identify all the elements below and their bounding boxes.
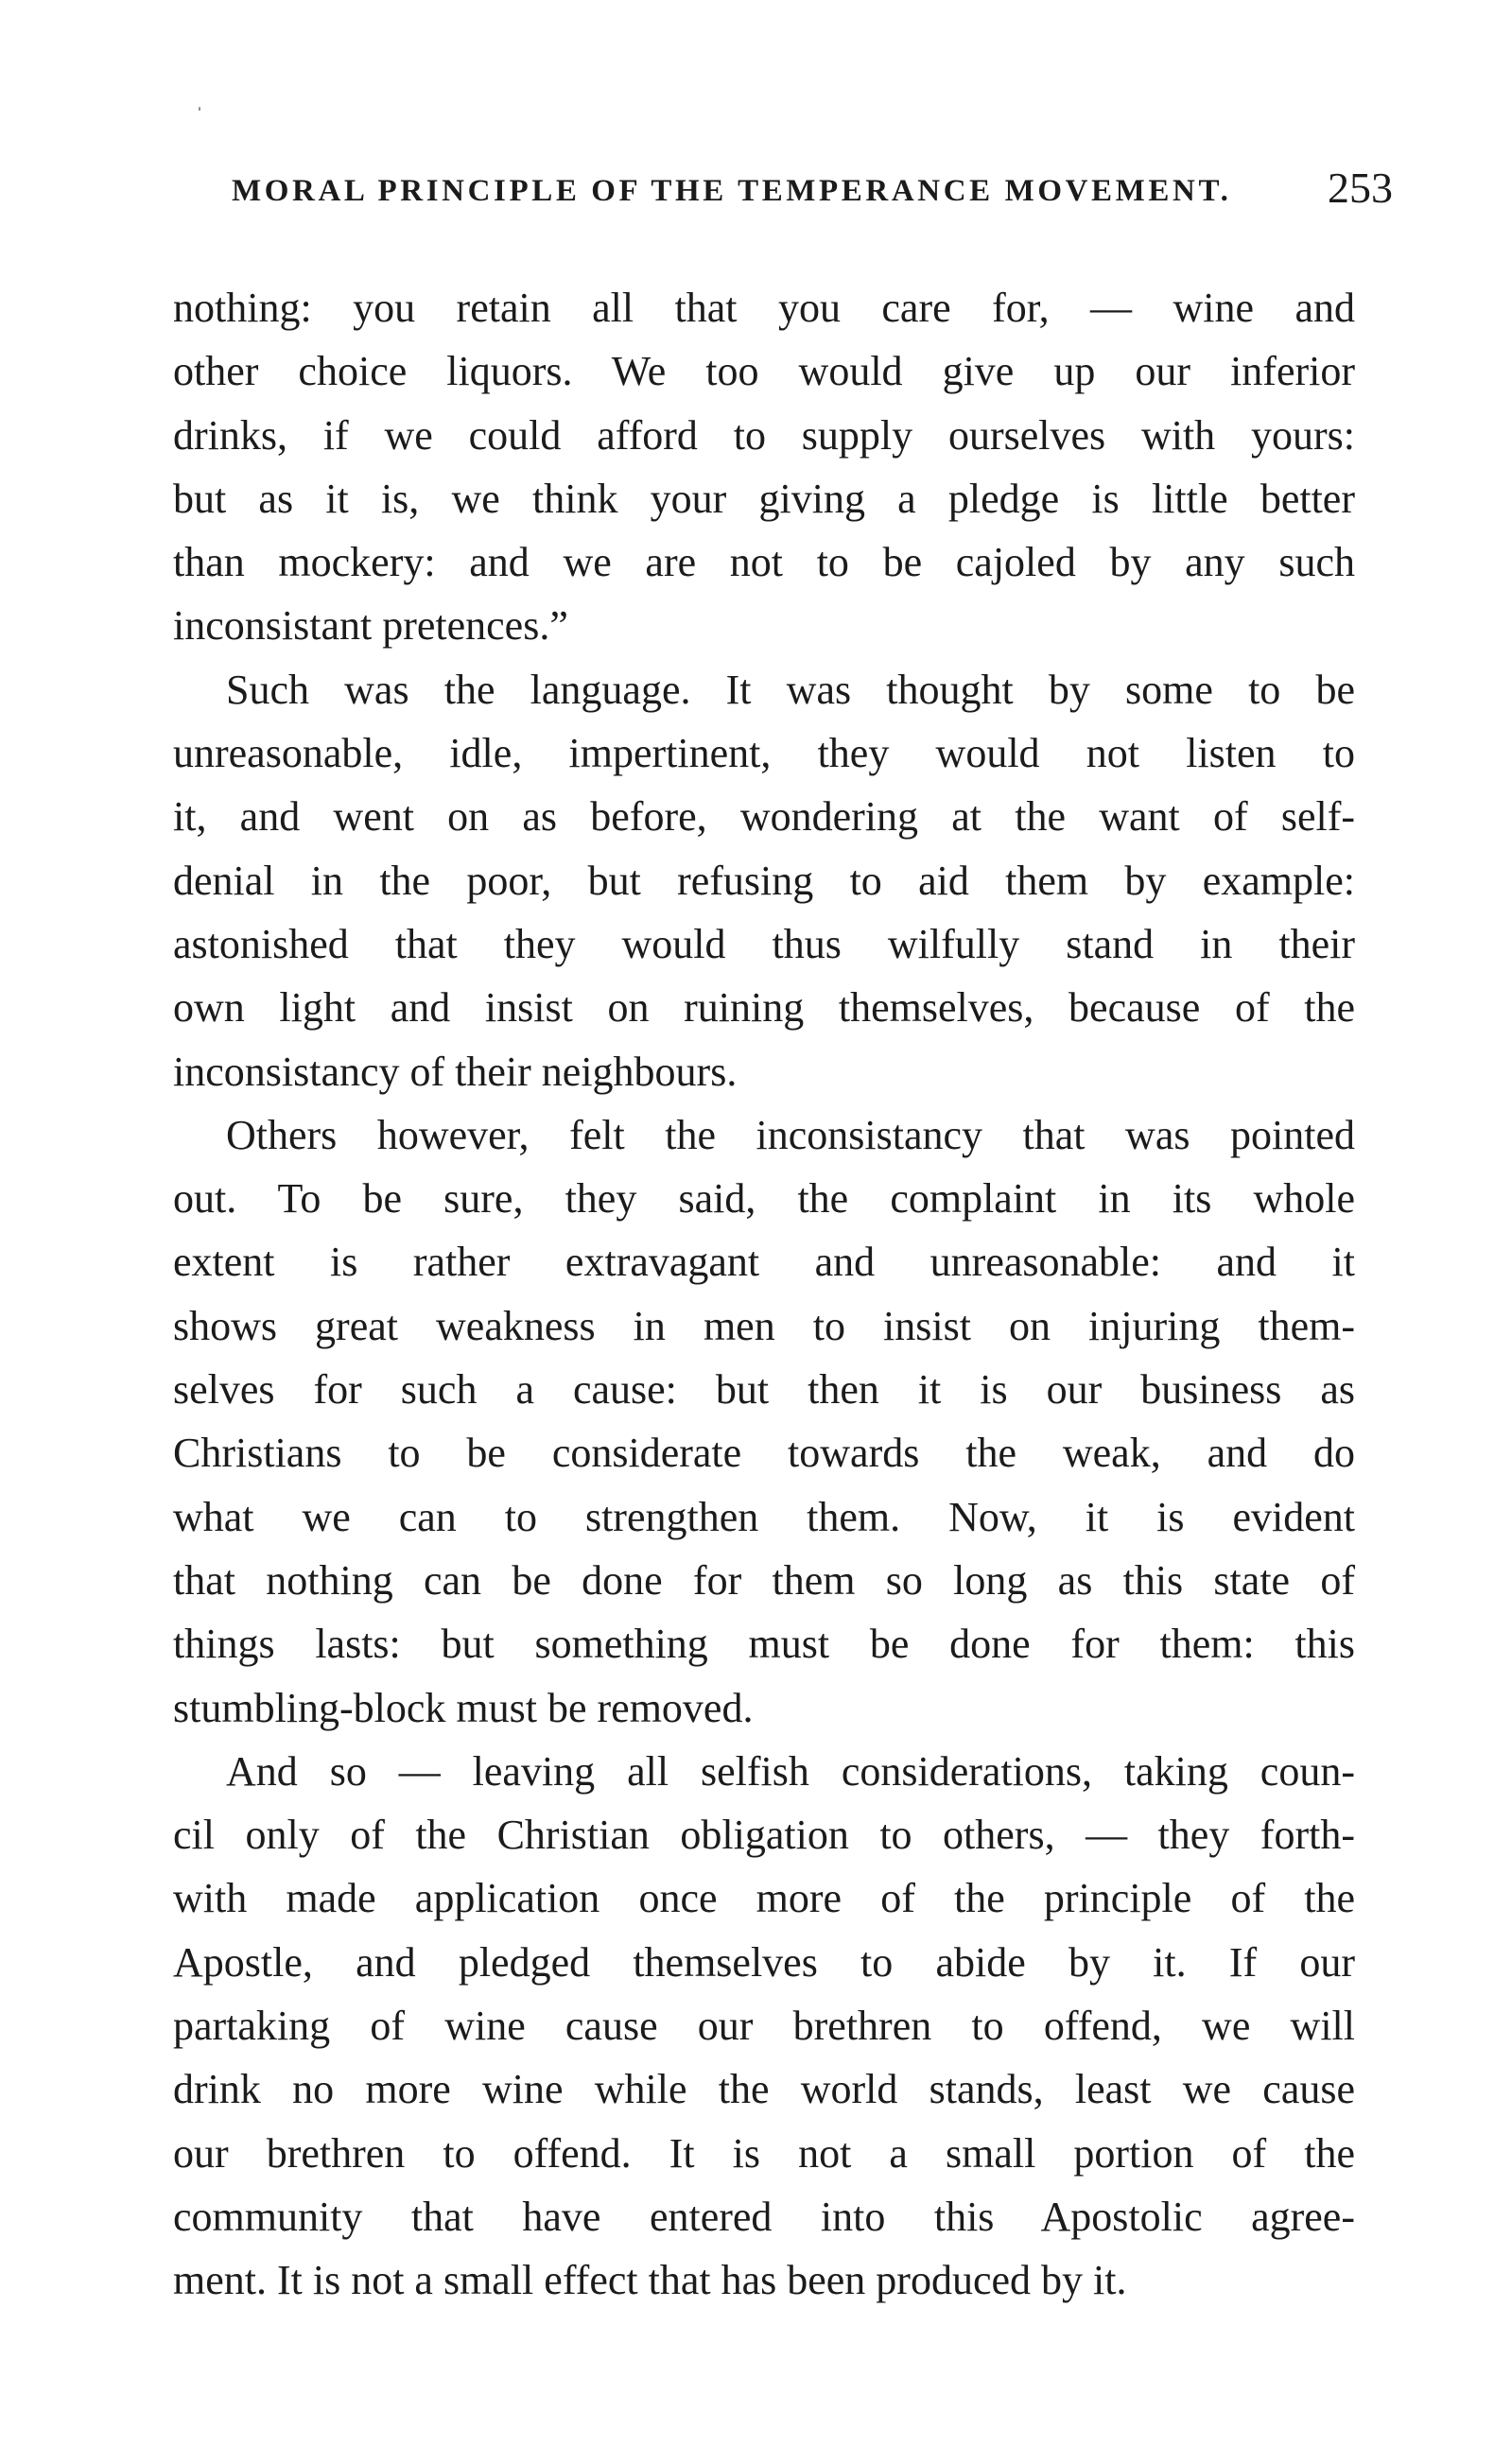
text-line: inconsistancy of their neighbours. — [173, 1048, 738, 1095]
text-line: extent is rather extravagant and unreasonable: and it — [173, 1239, 1355, 1286]
text-line: partaking of wine cause our brethren to offend, we will — [173, 2003, 1355, 2050]
text-line: other choice liquors. We too would give up our inferior — [173, 348, 1355, 395]
text-line: shows great weakness in men to insist on injuring them- — [173, 1302, 1355, 1349]
text-line: Christians to be considerate towards the weak, and do — [173, 1430, 1355, 1477]
text-line: cil only of the Christian obligation to others, — they forth- — [173, 1812, 1355, 1859]
text-line: things lasts: but something must be done for them: this — [173, 1621, 1355, 1668]
text-line: And so — leaving all selfish considerations, taking coun- — [226, 1747, 1355, 1795]
text-line: Such was the language. It was thought by some to be — [226, 666, 1355, 713]
text-line: Apostle, and pledged themselves to abide by it. If our — [173, 1938, 1355, 1986]
text-line: what we can to strengthen them. Now, it is evident — [173, 1493, 1355, 1540]
text-line: astonished that they would thus wilfully stand in their — [173, 920, 1355, 967]
text-line: but as it is, we think your giving a pledge is little better — [173, 475, 1355, 522]
text-line: it, and went on as before, wondering at the want of self- — [173, 793, 1355, 841]
text-line: with made application once more of the principle of the — [173, 1875, 1355, 1922]
text-line: unreasonable, idle, impertinent, they would not listen to — [173, 730, 1355, 777]
page-number: 253 — [1328, 164, 1393, 212]
paragraph — [173, 658, 1355, 1103]
text-line: drink no more wine while the world stands, least we cause — [173, 2066, 1355, 2113]
text-line: denial in the poor, but refusing to aid them by example: — [173, 857, 1355, 904]
text-line: selves for such a cause: but then it is our business as — [173, 1366, 1355, 1414]
text-line: community that have entered into this Apostolic agree- — [173, 2193, 1355, 2240]
specks: ˈ — [196, 104, 203, 129]
text-line: ment. It is not a small effect that has been produced by it. — [173, 2257, 1127, 2304]
text-line: stumbling-block must be removed. — [173, 1684, 754, 1731]
running-head: MORAL PRINCIPLE OF THE TEMPERANCE MOVEMENT. — [232, 174, 1232, 208]
body-text — [173, 276, 1355, 2313]
paragraph — [173, 1103, 1355, 1740]
text-line: own light and insist on ruining themselves, because of the — [173, 984, 1355, 1032]
page-header — [220, 159, 1393, 216]
text-line: nothing: you retain all that you care for, — wine and — [173, 285, 1355, 331]
text-line: out. To be sure, they said, the complaint in its whole — [173, 1175, 1355, 1223]
paragraph — [173, 1740, 1355, 2313]
text-line: that nothing can be done for them so long as this state of — [173, 1556, 1355, 1604]
text-line: than mockery: and we are not to be cajoled by any such — [173, 539, 1355, 586]
text-line: our brethren to offend. It is not a small portion of the — [173, 2129, 1355, 2177]
text-line: inconsistant pretences.” — [173, 602, 568, 650]
text-line: Others however, felt the inconsistancy that was pointed — [226, 1111, 1355, 1158]
text-line: drinks, if we could afford to supply ourselves with yours: — [173, 411, 1355, 459]
paragraph — [173, 276, 1355, 658]
